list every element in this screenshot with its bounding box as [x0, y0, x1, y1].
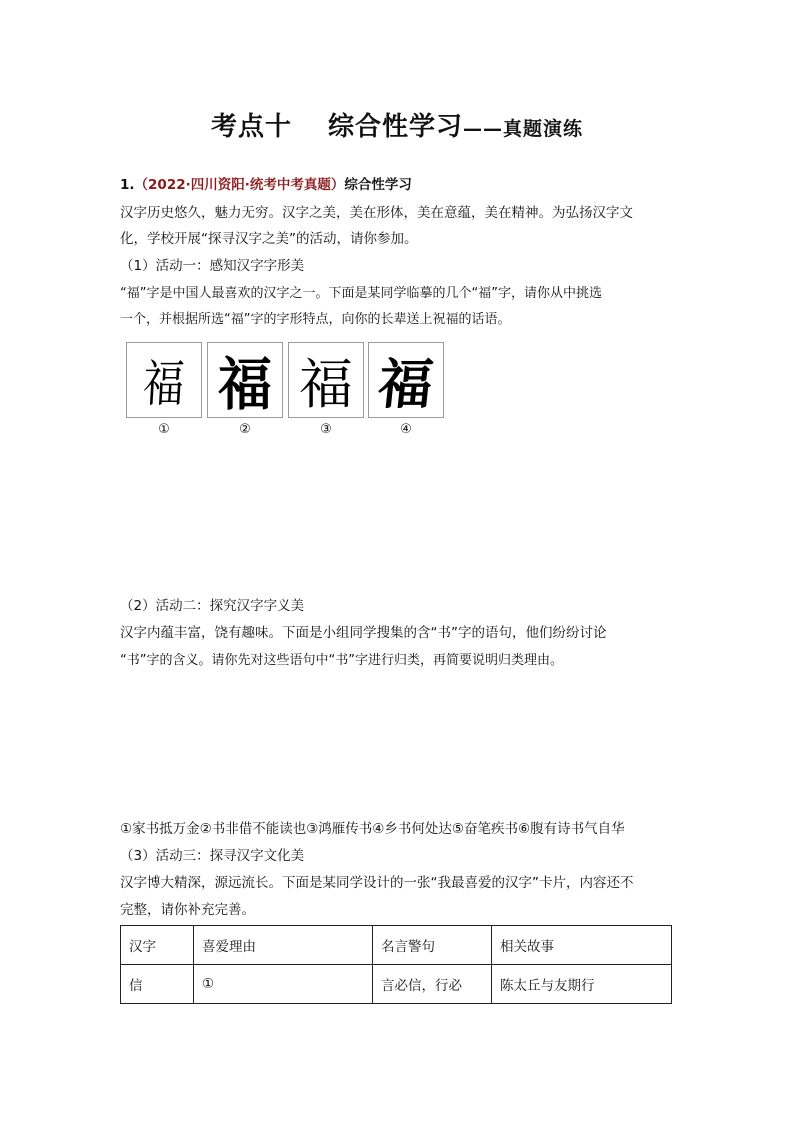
fu-char-box-3 [288, 342, 364, 418]
question-number: 1. [120, 177, 135, 193]
fu-label-3: ③ [320, 422, 332, 437]
intro-line-2: 化，学校开展“探寻汉字之美”的活动，请你参加。 [120, 231, 418, 247]
intro-line-1: 汉字历史悠久，魅力无穷。汉字之美，美在形体，美在意蕴，美在精神。为弘扬汉字文 [120, 205, 633, 221]
fu-label-4: ④ [400, 422, 412, 437]
table-header-cell: 名言警句 [373, 926, 492, 965]
table-cell: 言必信，行必 [373, 965, 492, 1004]
question-source: （2022·四川资阳·统考中考真题） [134, 177, 345, 193]
favorite-char-card-table [120, 925, 672, 1004]
fu-char-box-1 [126, 342, 202, 418]
fu-char-4: 福 [375, 351, 436, 416]
activity3-heading: （3）活动三：探寻汉字文化美 [120, 848, 305, 864]
activity2-text-1: 汉字内蕴丰富，饶有趣味。下面是小组同学搜集的含“书”字的语句，他们纷纷讨论 [120, 625, 607, 641]
table-cell: 陈太丘与友期行 [492, 965, 672, 1004]
title-sub: ——真题演练 [463, 118, 584, 140]
activity2-heading: （2）活动二：探究汉字字义美 [120, 598, 305, 614]
table-header-cell: 喜爱理由 [194, 926, 373, 965]
activity1-text-2: 一个，并根据所选“福”字的字形特点，向你的长辈送上祝福的话语。 [120, 312, 511, 327]
fu-char-2: 福 [218, 350, 272, 418]
table-header-row [121, 926, 672, 965]
activity3-text-2: 完整，请你补充完善。 [120, 902, 255, 918]
page-title [0, 106, 794, 143]
activity3-text-1: 汉字博大精深，源远流长。下面是某同学设计的一张“我最喜爱的汉字”卡片，内容还不 [120, 875, 634, 891]
question-header [120, 173, 412, 193]
fu-label-2: ② [239, 422, 251, 437]
table-cell: 信 [121, 965, 194, 1004]
table-row [121, 965, 672, 1004]
fu-char-3: 福 [299, 352, 353, 416]
activity1-heading: （1）活动一：感知汉字字形美 [120, 258, 305, 274]
fu-char-box-2 [207, 342, 283, 418]
table-cell: ① [194, 965, 373, 1004]
table-header-cell: 汉字 [121, 926, 194, 965]
activity2-phrases: ①家书抵万金②书非借不能读也③鸿雁传书④乡书何处达⑤奋笔疾书⑥腹有诗书气自华 [120, 821, 625, 837]
activity1-text-1: “福”字是中国人最喜欢的汉字之一。下面是某同学临摹的几个“福”字，请你从中挑选 [120, 286, 602, 301]
title-main-a: 考点十 [210, 112, 292, 142]
activity2-text-2: “书”字的含义。请你先对这些语句中“书”字进行归类，再简要说明归类理由。 [120, 653, 563, 668]
fu-char-1: 福 [141, 355, 186, 413]
title-main-b: 综合性学习 [327, 112, 463, 142]
table-header-cell: 相关故事 [492, 926, 672, 965]
fu-label-1: ① [158, 422, 170, 437]
question-topic: 综合性学习 [344, 177, 412, 193]
fu-char-box-4 [368, 342, 444, 418]
